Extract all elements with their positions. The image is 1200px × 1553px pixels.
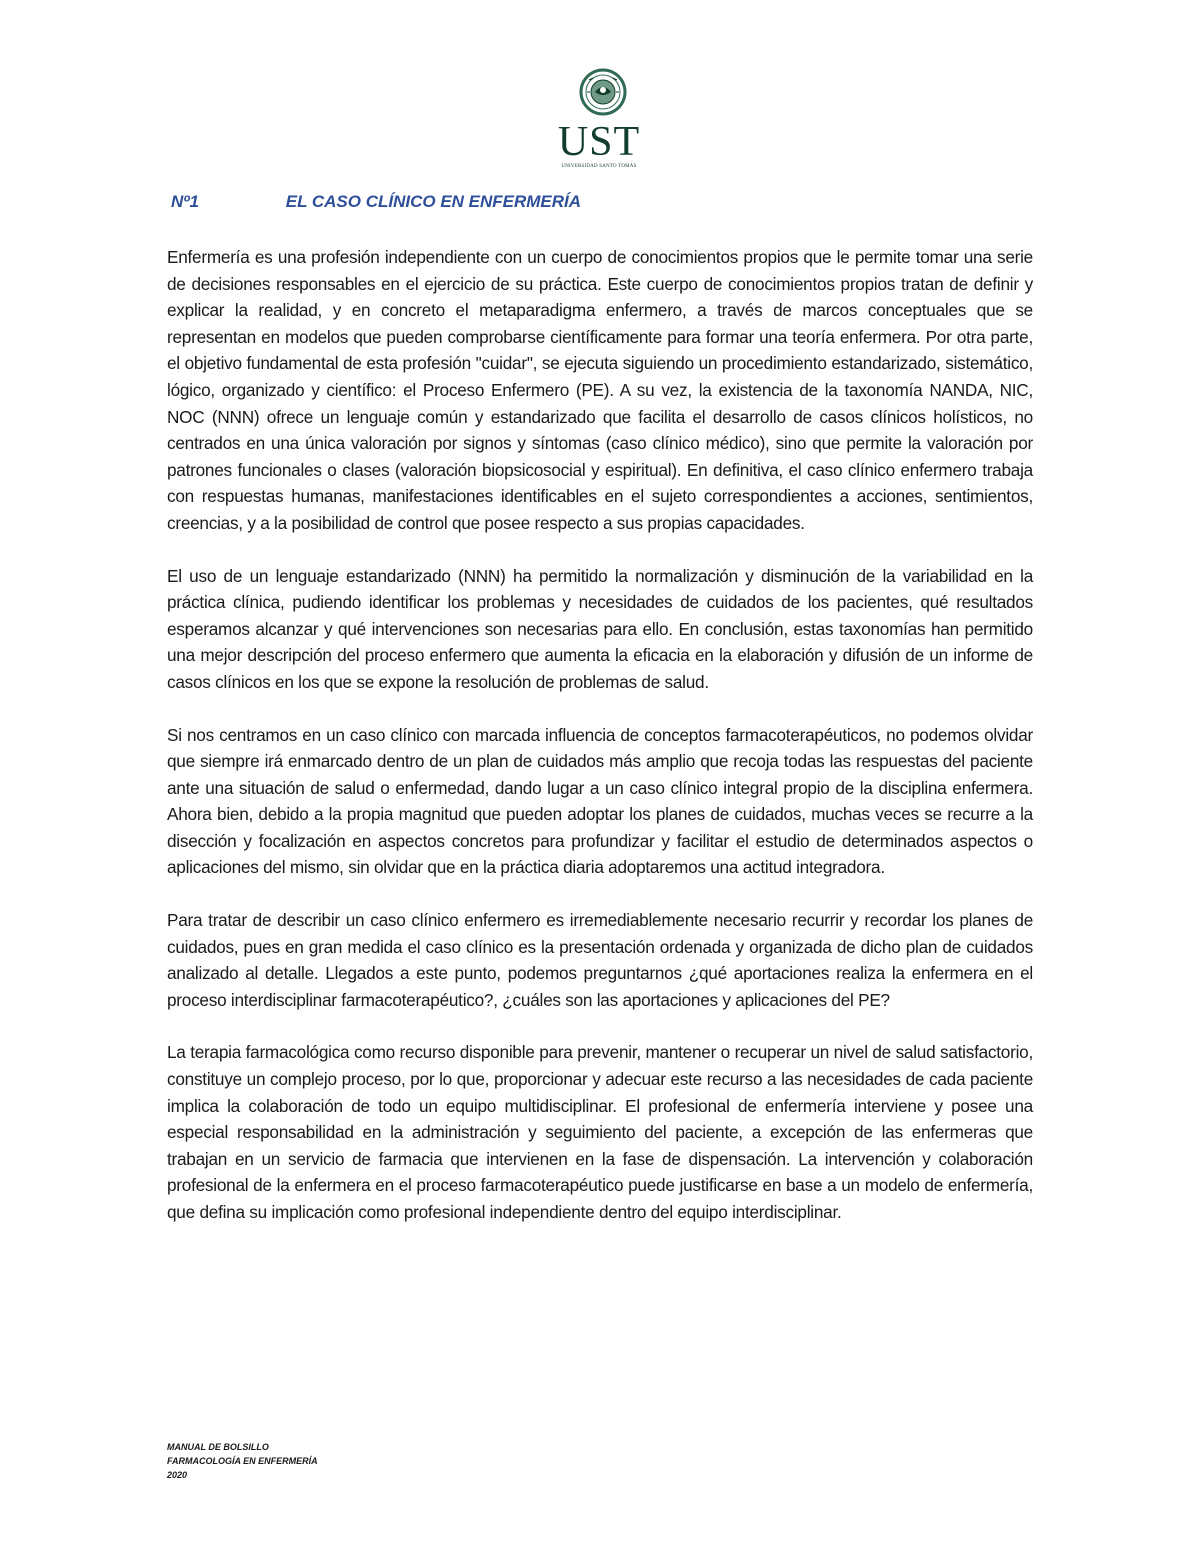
body-text <box>167 244 1033 1252</box>
logo-wordmark: UST <box>557 119 641 165</box>
section-number: Nº1 <box>171 192 199 211</box>
paragraph: El uso de un lenguaje estandarizado (NNN) ha permitido la normalización y disminución de la variabilidad en la práctica clínica, pudiendo identificar los problemas y necesidades de cuidados de los pacientes, qué resultados esperamos alcanzar y qué intervenciones son necesarias para ello. En conclusión, estas taxonomías han permitido una mejor descripción del proceso enfermero que aumenta la eficacia en la elaboración y difusión de un informe de casos clínicos en los que se expone la resolución de problemas de salud. <box>167 565 1033 692</box>
university-seal-icon <box>579 68 627 116</box>
footer-line: FARMACOLOGÍA EN ENFERMERÍA <box>167 1456 318 1466</box>
section-heading <box>171 192 581 212</box>
footer-line: MANUAL DE BOLSILLO <box>167 1442 269 1452</box>
logo-subtitle: UNIVERSIDAD SANTO TOMÁS <box>561 164 637 169</box>
footer-line: 2020 <box>167 1470 188 1480</box>
paragraph: La terapia farmacológica como recurso disponible para prevenir, mantener o recuperar un nivel de salud satisfactorio, constituye un complejo proceso, por lo que, proporcionar y adecuar este recurso a las necesidades de cada paciente implica la colaboración de todo un equipo multidisciplinar. El profesional de enfermería interviene y posee una especial responsabilidad en la administración y seguimiento del paciente, a excepción de las enfermeras que trabajan en un servicio de farmacia que intervienen en la fase de dispensación. La intervención y colaboración profesional de la enfermera en el proceso farmacoterapéutico puede justificarse en base a un modelo de enfermería, que defina su implicación como profesional independiente dentro del equipo interdisciplinar. <box>167 1042 1033 1222</box>
university-logo <box>553 68 653 170</box>
page-footer <box>167 1440 318 1482</box>
paragraph: Enfermería es una profesión independiente con un cuerpo de conocimientos propios que le permite tomar una serie de decisiones responsables en el ejercicio de su práctica. Este cuerpo de conocimientos propios tratan de definir y explicar la realidad, y en concreto el metaparadigma enfermero, a través de marcos conceptuales que se representan en modelos que pueden comprobarse científicamente para formar una teoría enfermera. Por otra parte, el objetivo fundamental de esta profesión "cuidar", se ejecuta siguiendo un procedimiento estandarizado, sistemático, lógico, organizado y científico: el Proceso Enfermero (PE). A su vez, la existencia de la taxonomía NANDA, NIC, NOC (NNN) ofrece un lenguaje común y estandarizado que facilita el desarrollo de casos clínicos holísticos, no centrados en una única valoración por signos y síntomas (caso clínico médico), sino que permite la valoración por patrones funcionales o clases (valoración biopsicosocial y espiritual). En definitiva, el caso clínico enfermero trabaja con respuestas humanas, manifestaciones identificables en el sujeto correspondientes a acciones, sentimientos, creencias, y a la posibilidad de control que posee respecto a sus propias capacidades. <box>167 247 1033 533</box>
paragraph: Si nos centramos en un caso clínico con marcada influencia de conceptos farmacoterapéuticos, no podemos olvidar que siempre irá enmarcado dentro de un plan de cuidados más amplio que recoja todas las respuestas del paciente ante una situación de salud o enfermedad, dando lugar a un caso clínico integral propio de la disciplina enfermera. Ahora bien, debido a la propia magnitud que pueden adoptar los planes de cuidados, muchas veces se recurre a la disección y focalización en aspectos concretos para profundizar y facilitar el estudio de determinados aspectos o aplicaciones del mismo, sin olvidar que en la práctica diaria adoptaremos una actitud integradora. <box>167 724 1033 878</box>
section-title: EL CASO CLÍNICO EN ENFERMERÍA <box>285 192 582 211</box>
paragraph: Para tratar de describir un caso clínico enfermero es irremediablemente necesario recurrir y recordar los planes de cuidados, pues en gran medida el caso clínico es la presentación ordenada y organizada de dicho plan de cuidados analizado al detalle. Llegados a este punto, podemos preguntarnos ¿qué aportaciones realiza la enfermera en el proceso interdisciplinar farmacoterapéutico?, ¿cuáles son las aportaciones y aplicaciones del PE? <box>167 910 1033 1010</box>
